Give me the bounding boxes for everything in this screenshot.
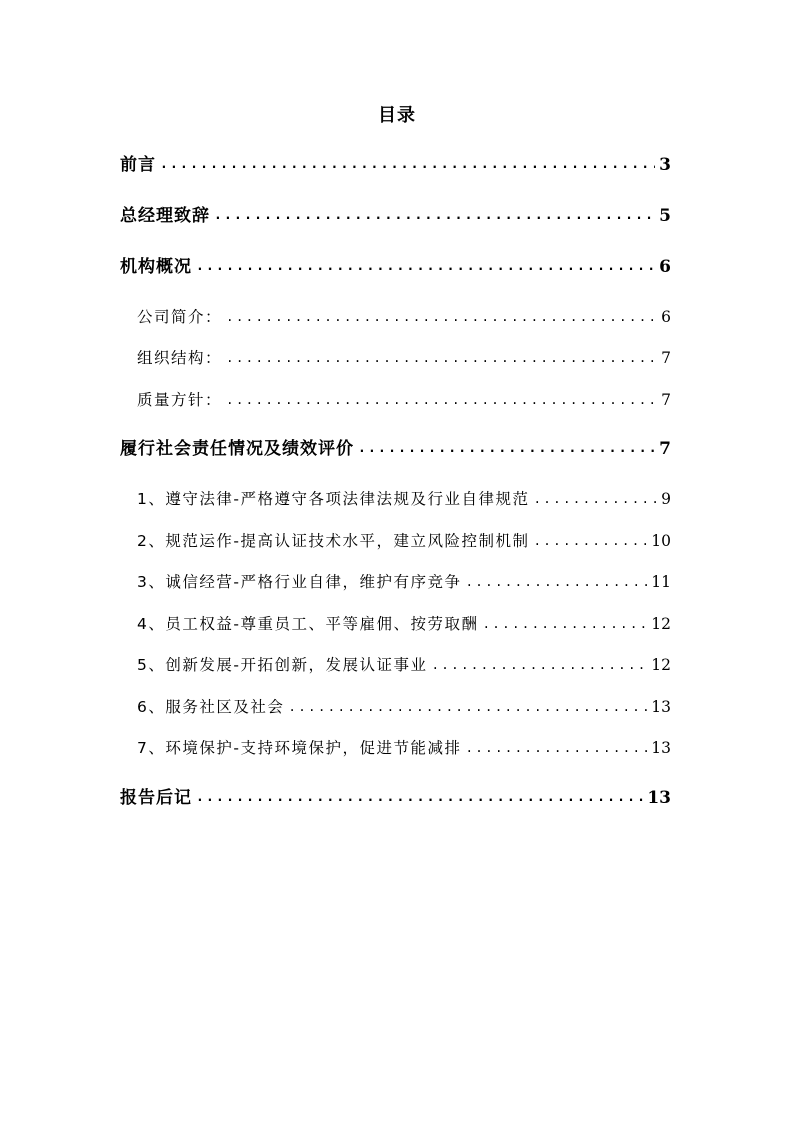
toc-leader-dots: [226, 306, 657, 328]
toc-entry-label: 组织结构：: [137, 349, 223, 367]
toc-page-number: 7: [661, 391, 671, 409]
toc-entry-label: 履行社会责任情况及绩效评价: [120, 439, 354, 459]
toc-entry-standard-operation[interactable]: [137, 530, 671, 552]
toc-entry-label: 6、服务社区及社会: [137, 698, 285, 716]
toc-entry-company-intro[interactable]: [137, 306, 671, 328]
toc-leader-dots: [226, 347, 657, 369]
toc-page-number: 6: [659, 257, 671, 277]
toc-entry-community-service[interactable]: [137, 696, 671, 718]
toc-page-number: 6: [661, 308, 671, 326]
toc-entry-label: 1、遵守法律-严格遵守各项法律法规及行业自律规范: [137, 490, 530, 508]
toc-page-number: 12: [651, 656, 671, 674]
toc-entry-preface[interactable]: [120, 154, 671, 176]
toc-entry-gm-speech[interactable]: [120, 205, 671, 227]
toc-leader-dots: [533, 488, 657, 510]
toc-page-number: 5: [659, 206, 671, 226]
toc-leader-dots: [160, 154, 655, 176]
toc-page-number: 9: [661, 490, 671, 508]
toc-leader-dots: [196, 256, 655, 278]
toc-page-number: 12: [651, 615, 671, 633]
toc-page-number: 11: [651, 573, 671, 591]
toc-entry-innovation[interactable]: [137, 654, 671, 676]
toc-entry-label: 4、员工权益-尊重员工、平等雇佣、按劳取酬: [137, 615, 479, 633]
toc-leader-dots: [358, 438, 655, 460]
toc-leader-dots: [226, 389, 657, 411]
toc-leader-dots: [533, 530, 647, 552]
toc-entry-org-overview[interactable]: [120, 256, 671, 278]
toc-entry-org-structure[interactable]: [137, 347, 671, 369]
toc-entry-label: 3、诚信经营-严格行业自律，维护有序竞争: [137, 573, 462, 591]
toc-page-number: 13: [651, 698, 671, 716]
toc-entry-social-responsibility[interactable]: [120, 438, 671, 460]
toc-entry-postscript[interactable]: [120, 787, 671, 809]
toc-entry-label: 公司简介：: [137, 308, 223, 326]
toc-page-number: 13: [647, 788, 671, 808]
toc-entry-employee-rights[interactable]: [137, 613, 671, 635]
toc-leader-dots: [465, 737, 647, 759]
toc-entry-label: 质量方针：: [137, 391, 223, 409]
toc-leader-dots: [288, 696, 647, 718]
toc-entry-label: 总经理致辞: [120, 206, 210, 226]
toc-title: 目录: [378, 105, 416, 126]
toc-entry-legal-compliance[interactable]: [137, 488, 671, 510]
toc-page-number: 7: [659, 439, 671, 459]
toc-page-number: 13: [651, 739, 671, 757]
toc-leader-dots: [196, 787, 643, 809]
toc-page-number: 10: [651, 532, 671, 550]
toc-leader-dots: [465, 571, 647, 593]
toc-leader-dots: [214, 205, 655, 227]
toc-entry-integrity[interactable]: [137, 571, 671, 593]
toc-entry-label: 2、规范运作-提高认证技术水平，建立风险控制机制: [137, 532, 530, 550]
toc-entry-label: 前言: [120, 155, 156, 175]
toc-entry-environment[interactable]: [137, 737, 671, 759]
toc-entry-label: 报告后记: [120, 788, 192, 808]
toc-page-number: 7: [661, 349, 671, 367]
toc-leader-dots: [482, 613, 647, 635]
toc-page-number: 3: [659, 155, 671, 175]
toc-entry-label: 7、环境保护-支持环境保护，促进节能减排: [137, 739, 462, 757]
toc-entry-label: 5、创新发展-开拓创新，发展认证事业: [137, 656, 428, 674]
toc-entry-label: 机构概况: [120, 257, 192, 277]
toc-entry-quality-policy[interactable]: [137, 389, 671, 411]
toc-leader-dots: [431, 654, 647, 676]
